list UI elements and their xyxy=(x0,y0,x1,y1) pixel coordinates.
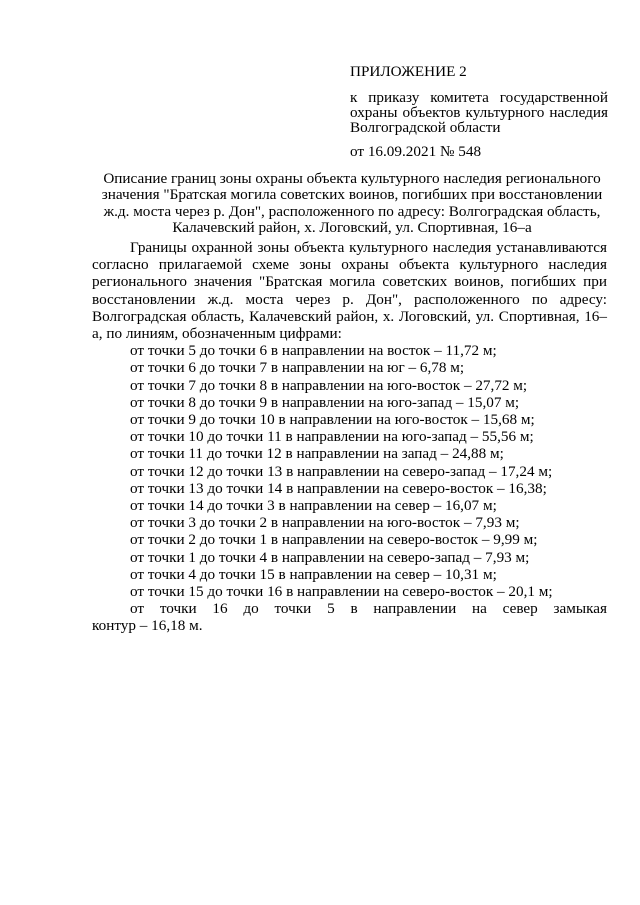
closing-line-end: контур – 16,18 м. xyxy=(92,617,203,635)
boundary-line: от точки 13 до точки 14 в направлении на северо-восток – 16,38; xyxy=(130,479,547,497)
boundary-line: от точки 14 до точки 3 в направлении на север – 16,07 м; xyxy=(130,497,497,515)
intro-paragraph: Границы охранной зоны объекта культурного наследия устанавливаются согласно прилагаемой схеме зоны охраны объекта культурного наследия регионального значения "Братская могила советских воинов, погибших при восстановлении ж.д. моста через р. Дон", расположенного по адресу: Волгоградская область, Калачевский район, х. Логовский, ул. Спортивная, 16–а, по линиям, обозначенным цифрами: xyxy=(92,239,607,343)
boundary-line: от точки 7 до точки 8 в направлении на юго-восток – 27,72 м; xyxy=(130,376,528,394)
order-reference-line-3: Волгоградской области xyxy=(350,119,501,136)
boundary-line: от точки 15 до точки 16 в направлении на северо-восток – 20,1 м; xyxy=(130,583,553,601)
boundary-lines-list xyxy=(92,342,607,600)
boundary-line: от точки 9 до точки 10 в направлении на юго-восток – 15,68 м; xyxy=(130,411,535,429)
order-date: от 16.09.2021 № 548 xyxy=(350,143,482,160)
boundary-line: от точки 12 до точки 13 в направлении на северо-запад – 17,24 м; xyxy=(130,462,553,480)
boundary-line: от точки 2 до точки 1 в направлении на северо-восток – 9,99 м; xyxy=(130,531,538,549)
boundary-line: от точки 1 до точки 4 в направлении на северо-запад – 7,93 м; xyxy=(130,548,530,566)
boundary-line: от точки 11 до точки 12 в направлении на запад – 24,88 м; xyxy=(130,445,504,463)
boundary-line: от точки 4 до точки 15 в направлении на север – 10,31 м; xyxy=(130,565,497,583)
appendix-title: ПРИЛОЖЕНИЕ 2 xyxy=(350,63,467,80)
order-reference-line-2: охраны объектов культурного наследия xyxy=(350,104,608,121)
boundary-line: от точки 5 до точки 6 в направлении на восток – 11,72 м; xyxy=(130,342,497,360)
boundary-line: от точки 8 до точки 9 в направлении на юго-запад – 15,07 м; xyxy=(130,393,520,411)
boundary-line: от точки 10 до точки 11 в направлении на юго-запад – 55,56 м; xyxy=(130,428,534,446)
boundary-line: от точки 6 до точки 7 в направлении на юг – 6,78 м; xyxy=(130,359,465,377)
closing-line-start: от точки 16 до точки 5 в направлении на север замыкая xyxy=(130,600,607,618)
document-heading: Описание границ зоны охраны объекта культурного наследия регионального значения "Братская могила советских воинов, погибших при восстановлении ж.д. моста через р. Дон", расположенного по адресу: Волгоградская область, Калачевский район, х. Логовский, ул. Спортивная, 16–а xyxy=(101,170,603,237)
document-body xyxy=(92,239,607,635)
boundary-line: от точки 3 до точки 2 в направлении на юго-восток – 7,93 м; xyxy=(130,514,520,532)
order-reference xyxy=(350,90,608,135)
order-reference-line-1: к приказу комитета государственной xyxy=(350,89,608,106)
